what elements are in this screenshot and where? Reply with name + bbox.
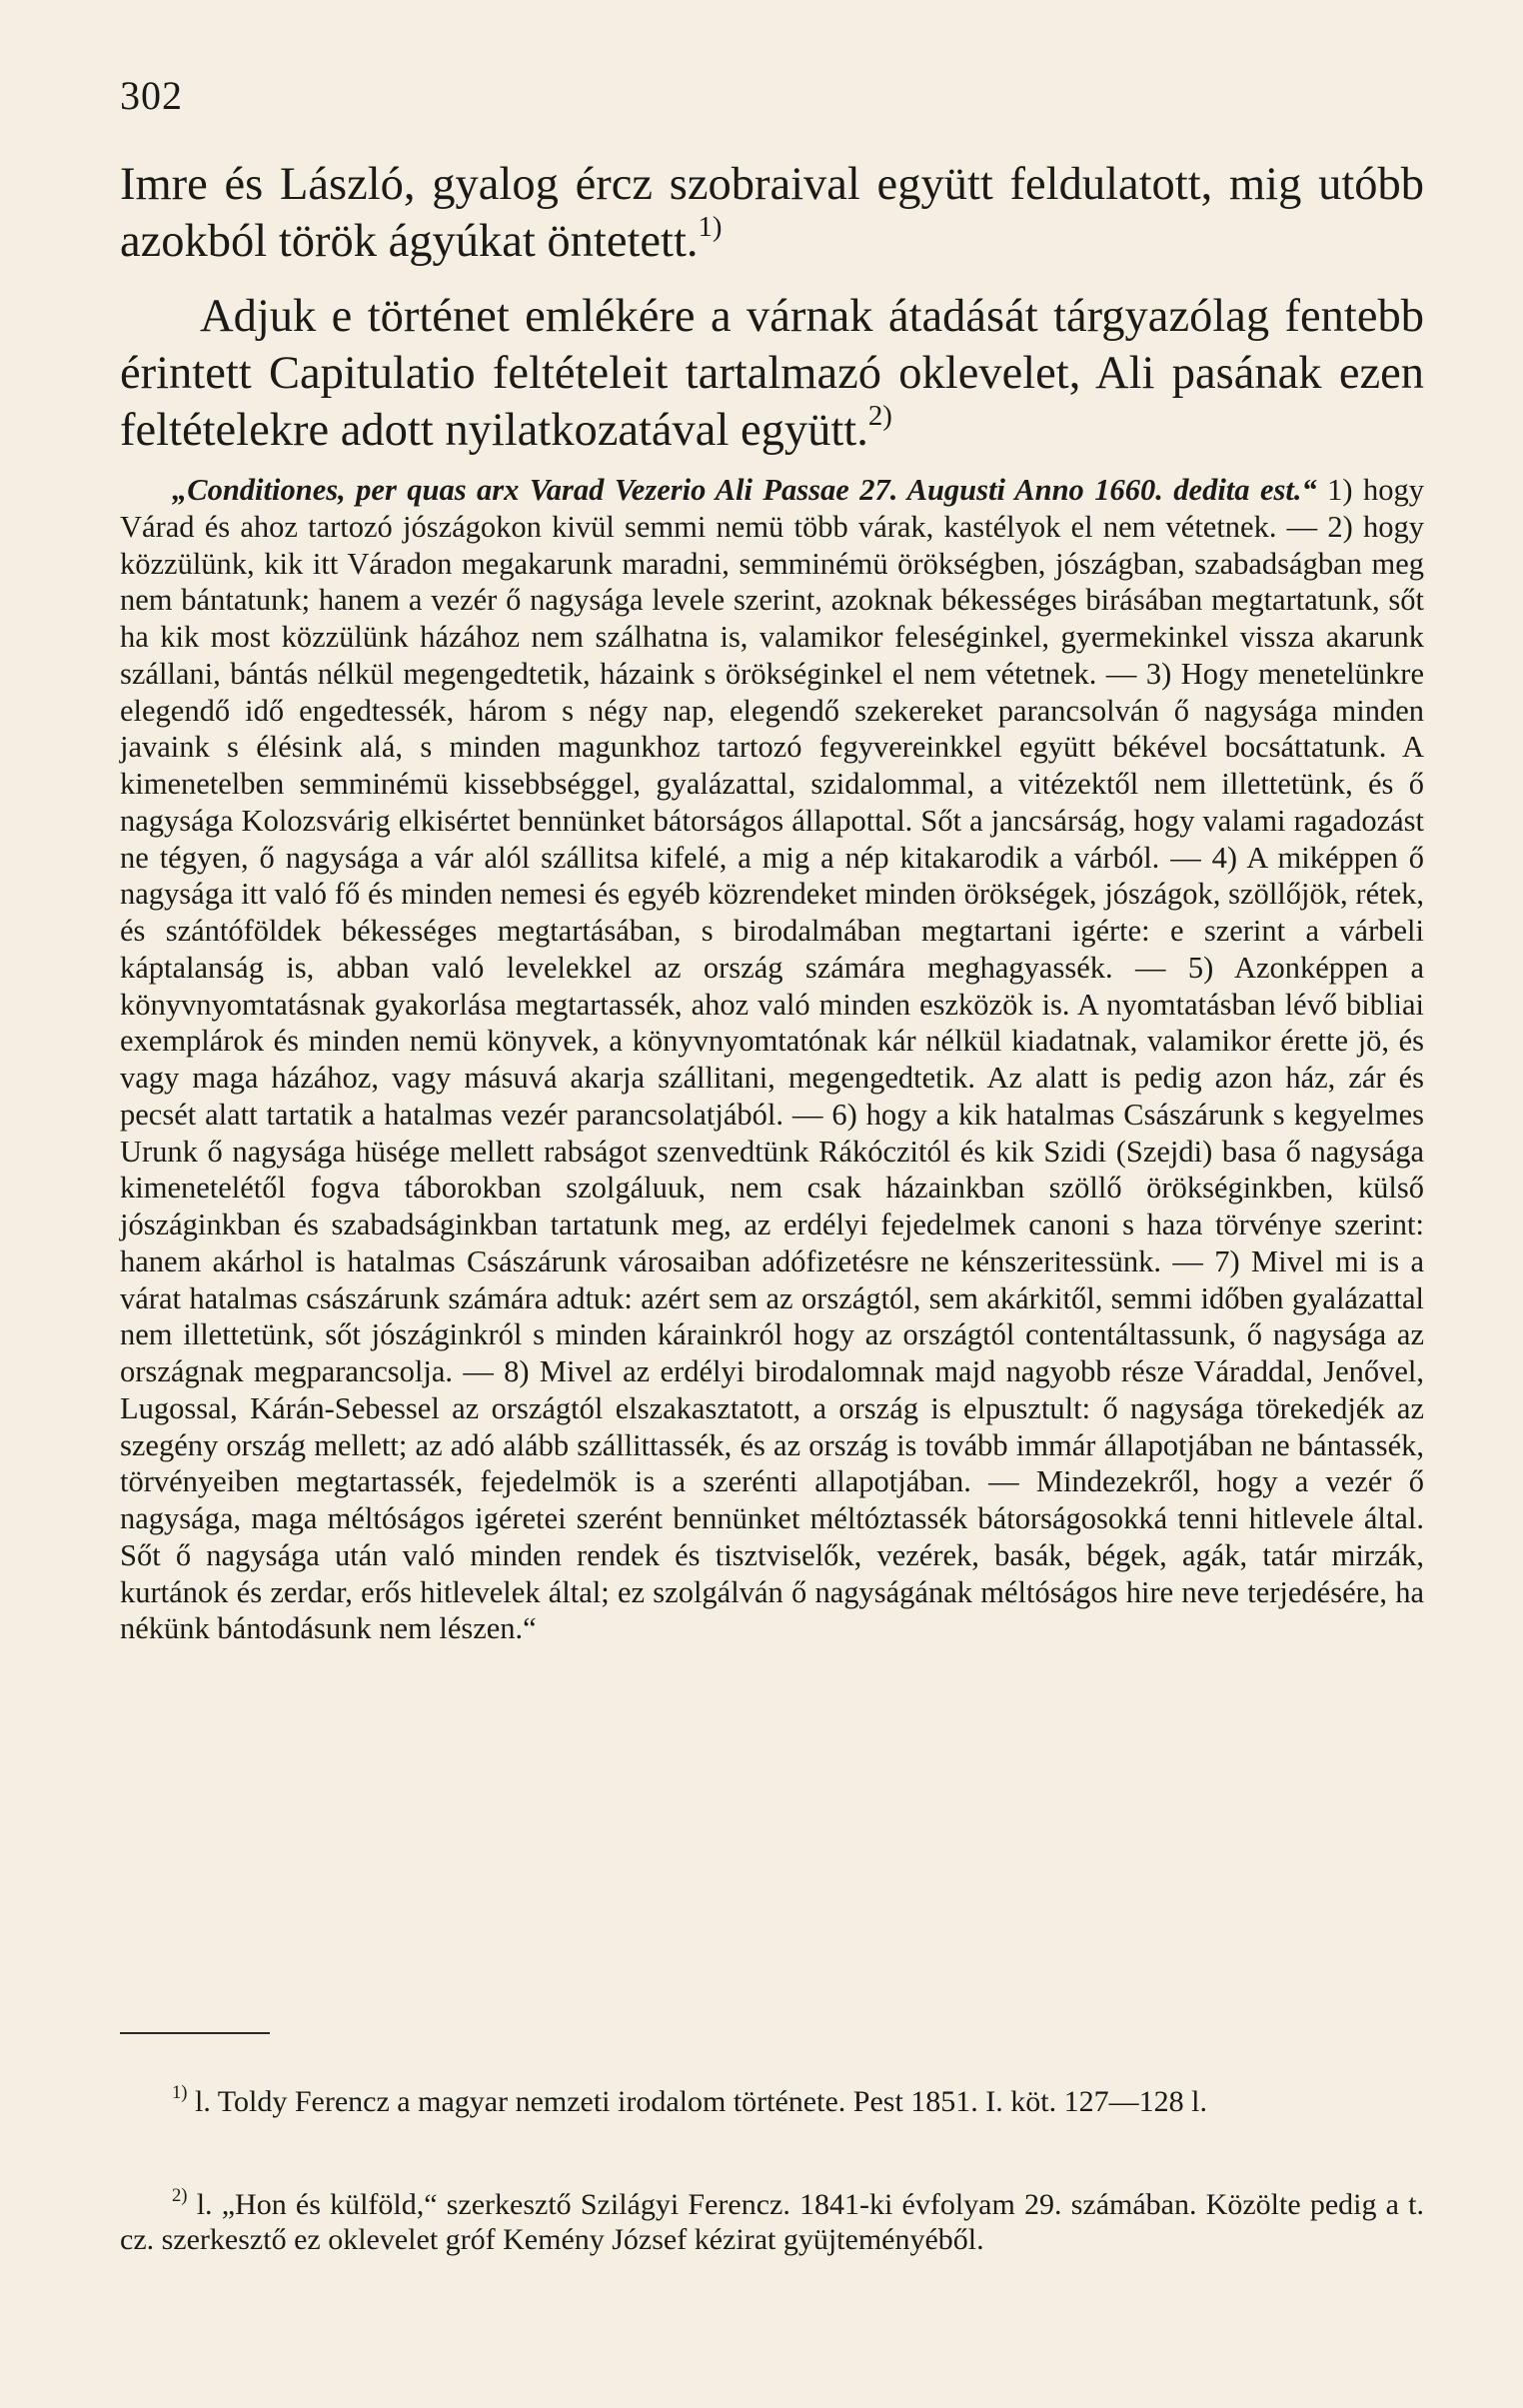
footnote-text: l. Toldy Ferencz a magyar nemzeti irodalom története. Pest 1851. I. köt. 127—128 l. — [195, 2085, 1207, 2118]
footnote-divider — [120, 2032, 270, 2034]
footnote — [120, 2081, 1424, 2119]
footnote-text: l. „Hon és külföld,“ szerkesztő Szilágyi Ferencz. 1841-ki évfolyam 29. számában. Közölte pedig a t. cz. szerkesztő ez oklevelet gróf Kemény József kézirat gyüjteményéből. — [120, 2188, 1425, 2256]
document-quotation — [120, 472, 1424, 1647]
footnote-reference: 2) — [867, 399, 892, 432]
footnote-mark: 2) — [172, 2184, 188, 2206]
footnote-mark: 1) — [172, 2081, 188, 2103]
paragraph-text: Imre és László, gyalog ércz szobraival együtt feldulatott, mig utóbb azokból török ágyúkat öntetett. — [120, 159, 1424, 267]
paragraph-continuation — [120, 156, 1424, 270]
footnote-reference: 1) — [698, 210, 723, 243]
paragraph-text: Adjuk e történet emlékére a várnak átadását tárgyazólag fentebb érintett Capitulatio feltételeit tartalmazó oklevelet, Ali pasának ezen feltételekre adott nyilatkozatával együtt. — [120, 291, 1424, 456]
quotation-body: 1) hogy Várad és ahoz tartozó jószágokon kivül semmi nemü több várak, kastélyok el nem vétetnek. — 2) hogy közzülünk, kik itt Váradon megakarunk maradni, semminémü örökségben, jószágban, szabadságban meg nem bántatunk; hanem a vezér ő nagysága levele szerint, azoknak békességes birásában megtartatunk, sőt ha kik most közzülünk házához nem szálhatna is, valamikor feleséginkel, gyermekinkel vissza akarunk szállani, bántás nélkül megengedtetik, házaink s örökséginkel el nem vétetnek. — 3) Hogy menetelünkre elegendő idő engedtessék, három s négy nap, elegendő szekereket parancsolván ő nagysága minden javaink s élésink alá, s minden magunkhoz tartozó fegyvereinkkel együtt békével bocsáttatunk. A kimenetelben semminémü kissebbséggel, gyalázattal, szidalommal, a vitézektől nem illettetünk, és ő nagysága Kolozsvárig elkisértet bennünket bátorságos állapottal. Sőt a jancsárság, hogy valami ragadozást ne tégyen, ő nagysága a vár alól szállitsa kifelé, a mig a nép kitakarodik a várból. — 4) A miképpen ő nagysága itt való fő és minden nemesi és egyéb közrendeket minden örökségek, jószágok, szöllőjök, rétek, és szántóföldek békességes megtartásában, s birodalmában megtartani igérte: e szerint a várbeli káptalanság is, abban való levelekkel az ország számára meghagyassék. — 5) Azonképpen a könyvnyomtatásnak gyakorlása megtartassék, ahoz való minden eszközök is. A nyomtatásban lévő bibliai exemplárok és minden nemü könyvek, a könyvnyomtatónak kár nélkül kiadatnak, valamikor érette jö, és vagy maga házához, vagy másuvá akarja szállitani, megengedtetik. Az alatt is pedig azon ház, zár és pecsét alatt tartatik a hatalmas vezér parancsolatjából. — 6) hogy a kik hatalmas Császárunk s kegyelmes Urunk ő nagysága hüsége mellett rabságot szenvedtünk Rákóczitól és kik Szidi (Szejdi) basa ő nagysága kimenetelétől fogva táborokban szolgáluuk, nem csak házainkban szöllő örökséginkben, külső jószáginkban és szabadságinkban tartatunk meg, az erdélyi fejedelmek canoni s haza törvénye szerint: hanem akárhol is hatalmas Császárunk városaiban adófizetésre ne kénszeritessünk. — 7) Mivel mi is a várat hatalmas császárunk számára adtuk: azért sem az országtól, sem akárkitől, semmi időben gyalázattal nem illettetünk, sőt jószáginkról s minden kárainkról hogy az országtól contentáltassunk, ő nagysága az országnak megparancsolja. — 8) Mivel az erdélyi birodalomnak majd nagyobb része Váraddal, Jenővel, Lugossal, Kárán-Sebessel az országtól elszakasztatott, a ország is elpusztult: ő nagysága törekedjék az szegény ország mellett; az adó alább szállittassék, és az ország is tovább immár állapotjában ne bántassék, törvényeiben megtartassék, fejedelmök is a szerénti allapotjában. — Mindezekről, hogy a vezér ő nagysága, maga méltóságos igéretei szerént bennünket méltóztassék bátorságosokká tenni hitlevele által. Sőt ő nagysága után való minden rendek és tisztviselők, vezérek, basák, bégek, agák, tatár mirzák, kurtánok és zerdar, erős hitlevelek által; ez szolgálván ő nagyságának méltóságos hire neve terjedésére, ha nékünk bántodásunk nem lészen.“ — [120, 473, 1424, 1646]
footnote — [120, 2184, 1425, 2257]
paragraph-intro — [120, 288, 1424, 459]
quotation-heading: „Conditiones, per quas arx Varad Vezerio Ali Passae 27. Augusti Anno 1660. dedita est.“ — [172, 473, 1317, 507]
page-number: 302 — [120, 73, 183, 118]
